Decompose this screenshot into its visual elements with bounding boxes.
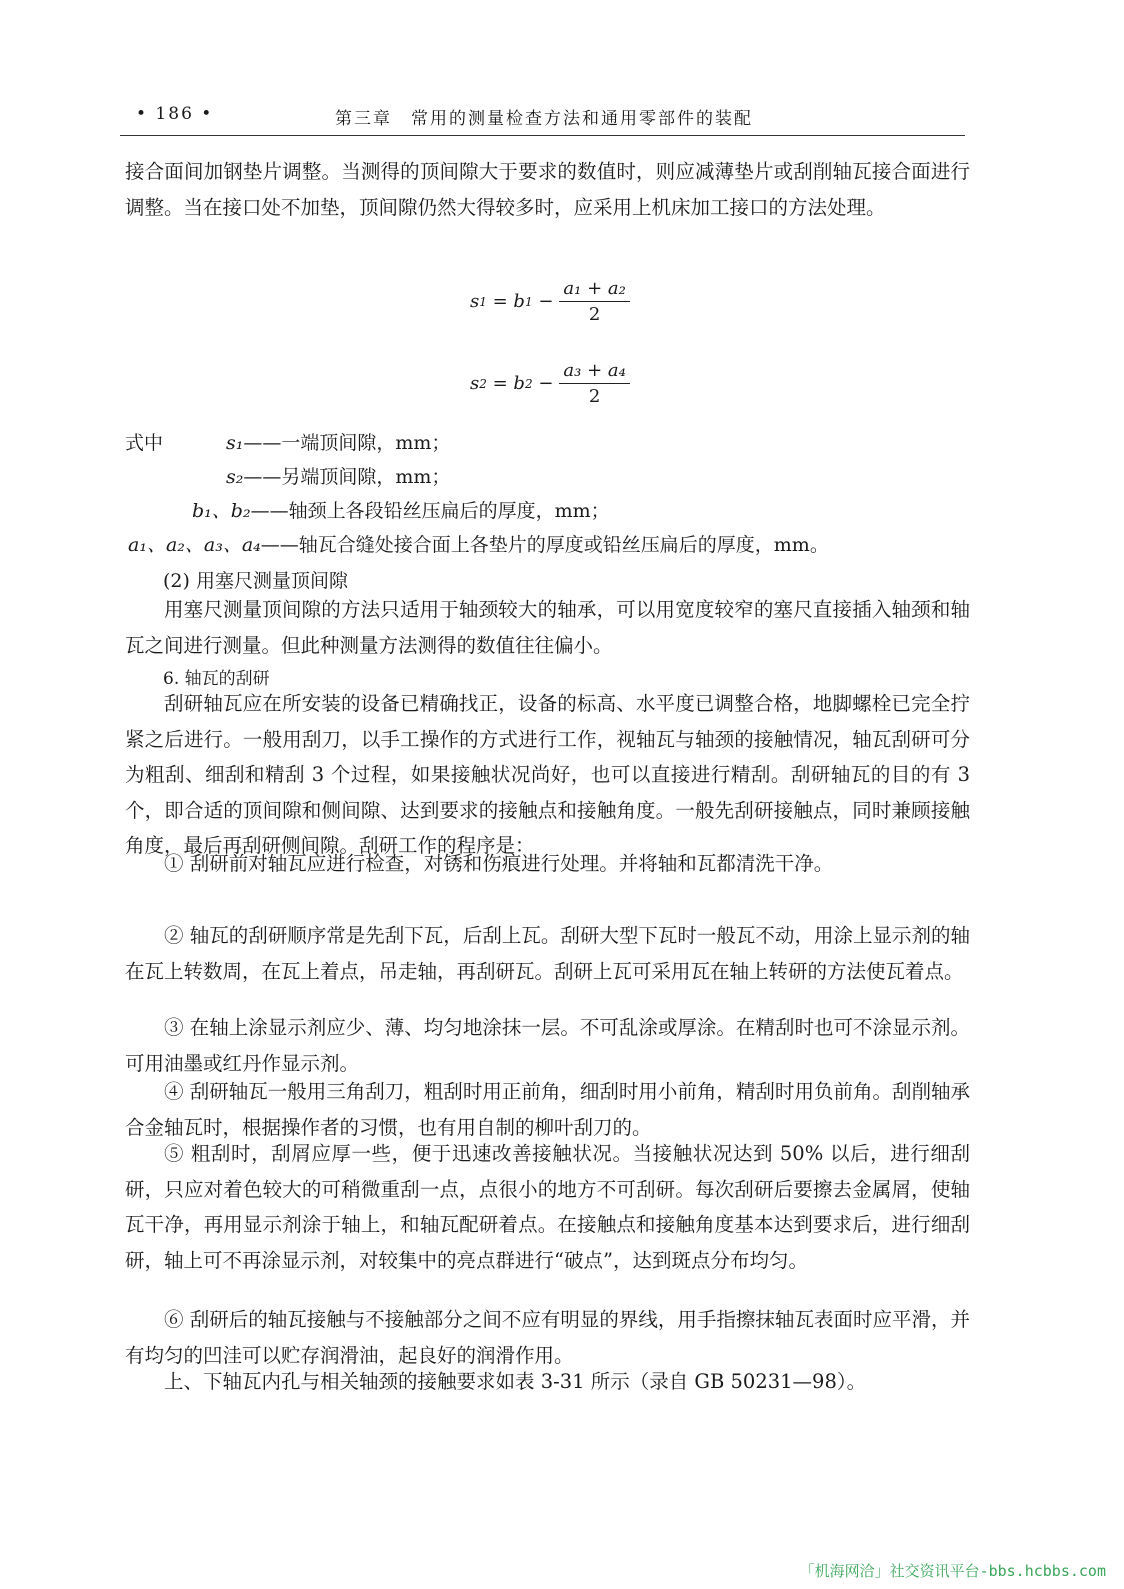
legend-item: s₁——一端顶间隙，mm； (226, 432, 451, 454)
fraction-1: $\frac{\text{a₁ + a₂}}{2}$ (559, 278, 629, 325)
legend-item: s₂——另端顶间隙，mm； (226, 466, 451, 488)
step-6: ⑥ 刮研后的轴瓦接触与不接触部分之间不应有明显的界线，用手指擦抹轴瓦表面时应平滑，并有均匀的凹洼可以贮存润滑油，起良好的润滑作用。 (125, 1308, 970, 1367)
step-1: ① 刮研前对轴瓦应进行检查，对锈和伤痕进行处理。并将轴和瓦都清洗干净。 (164, 852, 834, 875)
chapter-title: 第三章 常用的测量检查方法和通用零部件的装配 (335, 109, 753, 129)
section-heading-feeler-gauge: (2) 用塞尺测量顶间隙 (163, 570, 348, 592)
step-2: ② 轴瓦的刮研顺序常是先刮下瓦，后刮上瓦。刮研大型下瓦时一般瓦不动，用涂上显示剂的轴在瓦上转数周，在瓦上着点，吊走轴，再刮研瓦。刮研上瓦可采用瓦在轴上转研的方法使瓦着点。 (125, 924, 970, 983)
step-5: ⑤ 粗刮时，刮屑应厚一些，便于迅速改善接触状况。当接触状况达到 50% 以后，进行细刮研，只应对着色较大的可稍微重刮一点，点很小的地方不可刮研。每次刮研后要擦去金属屑，使轴瓦干净，再用显示剂涂于轴上，和轴瓦配研着点。在接触点和接触角度基本达到要求后，进行细刮研，轴上可不再涂显示剂，对较集中的亮点群进行“破点”，达到斑点分布均匀。 (125, 1142, 970, 1272)
closing-paragraph: 上、下轴瓦内孔与相关轴颈的接触要求如表 3-31 所示（录自 GB 50231—98）。 (164, 1370, 867, 1393)
intro-paragraph: 接合面间加钢垫片调整。当测得的顶间隙大于要求的数值时，则应减薄垫片或刮削轴瓦接合面进行调整。当在接口处不加垫，顶间隙仍然大得较多时，应采用上机床加工接口的方法处理。 (125, 160, 970, 219)
page-number: • 186 • (136, 104, 214, 124)
formula-s1: s 1 = b 1 − $\frac{\text{a₁ + a₂}}{2}$ (470, 278, 630, 325)
section2-paragraph: 用塞尺测量顶间隙的方法只适用于轴颈较大的轴承，可以用宽度较窄的塞尺直接插入轴颈和轴瓦之间进行测量。但此种测量方法测得的数值往往偏小。 (125, 598, 970, 657)
header-rule (120, 135, 965, 136)
legend-prefix: 式中 (125, 432, 164, 454)
section6-paragraph: 刮研轴瓦应在所安装的设备已精确找正，设备的标高、水平度已调整合格，地脚螺栓已完全拧紧之后进行。一般用刮刀，以手工操作的方式进行工作，视轴瓦与轴颈的接触情况，轴瓦刮研可分为粗刮、细刮和精刮 3 个过程，如果接触状况尚好，也可以直接进行精刮。刮研轴瓦的目的有 3 个，即合适的顶间隙和侧间隙、达到要求的接触点和接触角度。一般先刮研接触点，同时兼顾接触角度，最后再刮研侧间隙。刮研工作的程序是： (125, 692, 970, 857)
step-3: ③ 在轴上涂显示剂应少、薄、均匀地涂抹一层。不可乱涂或厚涂。在精刮时也可不涂显示剂。可用油墨或红丹作显示剂。 (125, 1016, 970, 1075)
watermark: 「机海网洽」社交资讯平台-bbs.hcbbs.com (799, 1562, 1106, 1580)
step-4: ④ 刮研轴瓦一般用三角刮刀，粗刮时用正前角，细刮时用小前角，精刮时用负前角。刮削轴承合金轴瓦时，根据操作者的习惯，也有用自制的柳叶刮刀的。 (125, 1080, 970, 1139)
fraction-2: $\frac{\text{a₃ + a₄}}{2}$ (559, 360, 629, 407)
legend-item: b₁、b₂——轴颈上各段铅丝压扁后的厚度，mm； (192, 500, 610, 522)
page-header (120, 104, 965, 132)
legend-item: a₁、a₂、a₃、a₄——轴瓦合缝处接合面上各垫片的厚度或铅丝压扁后的厚度，mm。 (128, 534, 829, 556)
formula-s2: s 2 = b 2 − $\frac{\text{a₃ + a₄}}{2}$ (470, 360, 630, 407)
section-heading-scraping: 6. 轴瓦的刮研 (163, 669, 270, 689)
